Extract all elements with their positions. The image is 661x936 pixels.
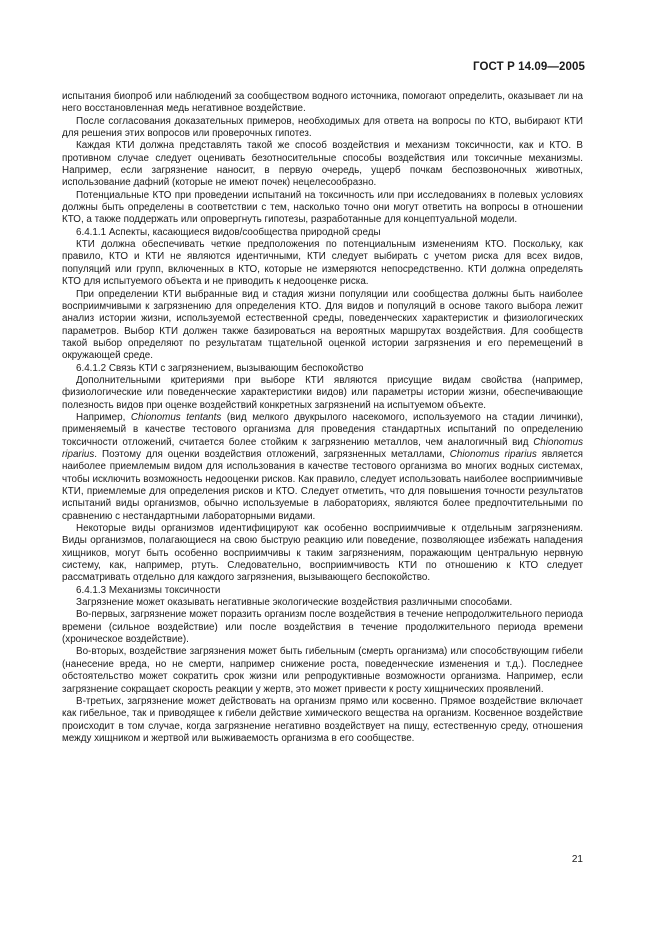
species-name: Chionomus riparius [449,448,537,460]
body-paragraph: В-третьих, загрязнение может действовать на организм прямо или косвенно. Прямое воздействие включает как гибельное, так и приводящее к гибели действие химического вещества на организм. Косвенное воздействие происходит в том случае, когда загрязнение негативно воздействует на пищу, естественную среду, отношения между хищником и жертвой или выживаемость организма в его сообществе. [62,695,583,744]
section-heading: 6.4.1.1 Аспекты, касающиеся видов/сообщества природной среды [76,226,381,238]
body-paragraph: При определении КТИ выбранные вид и стадия жизни популяции или сообщества должны быть наиболее восприимчивыми к загрязнению для определения КТО. Для видов и популяций в основе такого выбора лежит анализ истории жизни, используемой естественной среды, поведенческих характеристик и физиологических параметров. Выбор КТИ должен также базироваться на вероятных маршрутах воздействия. Для сообществ такой выбор определяют по результатам тщательной оценкой истории загрязнения и его перемещений в окружающей среде. [62,288,583,362]
body-paragraph: Во-первых, загрязнение может поразить организм после воздействия в течение непродолжительного периода времени (сильное воздействие) или после воздействия в течение продолжительного периода времени (хроническое воздействие). [62,609,583,646]
body-paragraph: КТИ должна обеспечивать четкие предположения по потенциальным изменениям КТО. Поскольку, как правило, КТО и КТИ не являются идентичными, КТИ следует выбирать с учетом риска для всех видов, популяций или групп, включенных в КТО, которые не измеряются непосредственно. КТИ должна определять КТО для испытуемого объекта и не приводить к недооценке риска. [62,239,583,288]
page-body [62,91,583,745]
body-paragraph: Дополнительными критериями при выборе КТИ являются присущие видам свойства (например, физиологические или поведенческие характеристики видов) или параметры истории жизни, обеспечивающие полезность видов при оценке воздействий конкретных загрязнений на испытуемом объекте. [62,374,583,411]
body-paragraph: испытания биопроб или наблюдений за сообществом водного источника, помогают определить, оказывает ли на него восстановленная медь негативное воздействие. [62,91,583,115]
body-paragraph: Во-вторых, воздействие загрязнения может быть гибельным (смерть организма) или способствующим гибели (нанесение вреда, но не смерти, например снижение роста, поведенческие изменения и т.д.). Последнее обстоятельство может сократить срок жизни или репродуктивные возможности организма. Например, если загрязнение сокращает скорость реакции у жертв, это может привести к росту хищнических проявлений. [62,646,583,695]
section-heading: 6.4.1.2 Связь КТИ с загрязнением, вызывающим беспокойство [76,362,364,374]
body-paragraph: Например, Chionomus tentants (вид мелкого двукрылого насекомого, используемого на стадии личинки), применяемый в качестве тестового организма для проведения стандартных испытаний по определению токсичности отложений, считается более стойким к загрязнению металлов, чем аналогичный вид Chionomus riparius. Поэтому для оценки воздействия отложений, загрязненных металлами, Chionomus riparius является наиболее приемлемым видом для использования в качестве тестового организма во многих водных системах, чтобы исключить возможность недооценки рисков. Как правило, следует использовать наиболее восприимчивые КТИ, приемлемые для определения рисков и КТО. Следует отметить, что для повышения точности результатов испытаний виды организмов, обычно используемые в лабораториях, являются более предпочтительными по сравнению с нестандартными лабораторными видами. [62,411,584,522]
body-paragraph: Каждая КТИ должна представлять такой же способ воздействия и механизм токсичности, как и КТО. В противном случае следует оценивать безотносительные способы воздействия или токсичные механизмы. Например, если загрязнение наносит, в первую очередь, ущерб почкам беспозвоночных животных, использование дафний (которые не имеют почек) нецелесообразно. [62,140,583,189]
document-id-header: ГОСТ Р 14.09—2005 [473,61,585,73]
body-paragraph: Потенциальные КТО при проведении испытаний на токсичность или при исследованиях в полевых условиях должны быть определены в соответствии с тем, насколько точно они могут ответить на вопросы в отношении КТО, а также поддержать или опровергнуть гипотезы, разработанные для концептуальной модели. [62,189,583,226]
species-name: Chionomus tentants [130,411,222,423]
body-paragraph: Загрязнение может оказывать негативные экологические воздействия различными способами. [76,597,513,609]
body-paragraph: После согласования доказательных примеров, необходимых для ответа на вопросы по КТО, выбирают КТИ для решения этих вопросов или проверочных гипотез. [62,115,583,140]
body-paragraph: Некоторые виды организмов идентифицируют как особенно восприимчивые к отдельным загрязнениям. Виды организмов, полагающиеся на свою быструю реакцию или поведение, позволяющее избежать нападения хищников, могут быть особенно восприимчивы к таким загрязнениям, поражающим центральную нервную систему, как, например, ртуть. Следовательно, восприимчивость КТИ по отношению к КТО следует рассматривать отдельно для каждого загрязнения, вызывающего беспокойство. [62,523,583,584]
section-heading: 6.4.1.3 Механизмы токсичности [76,584,221,596]
species-name: Chionomus riparius [62,436,583,460]
page-number: 21 [571,854,583,865]
